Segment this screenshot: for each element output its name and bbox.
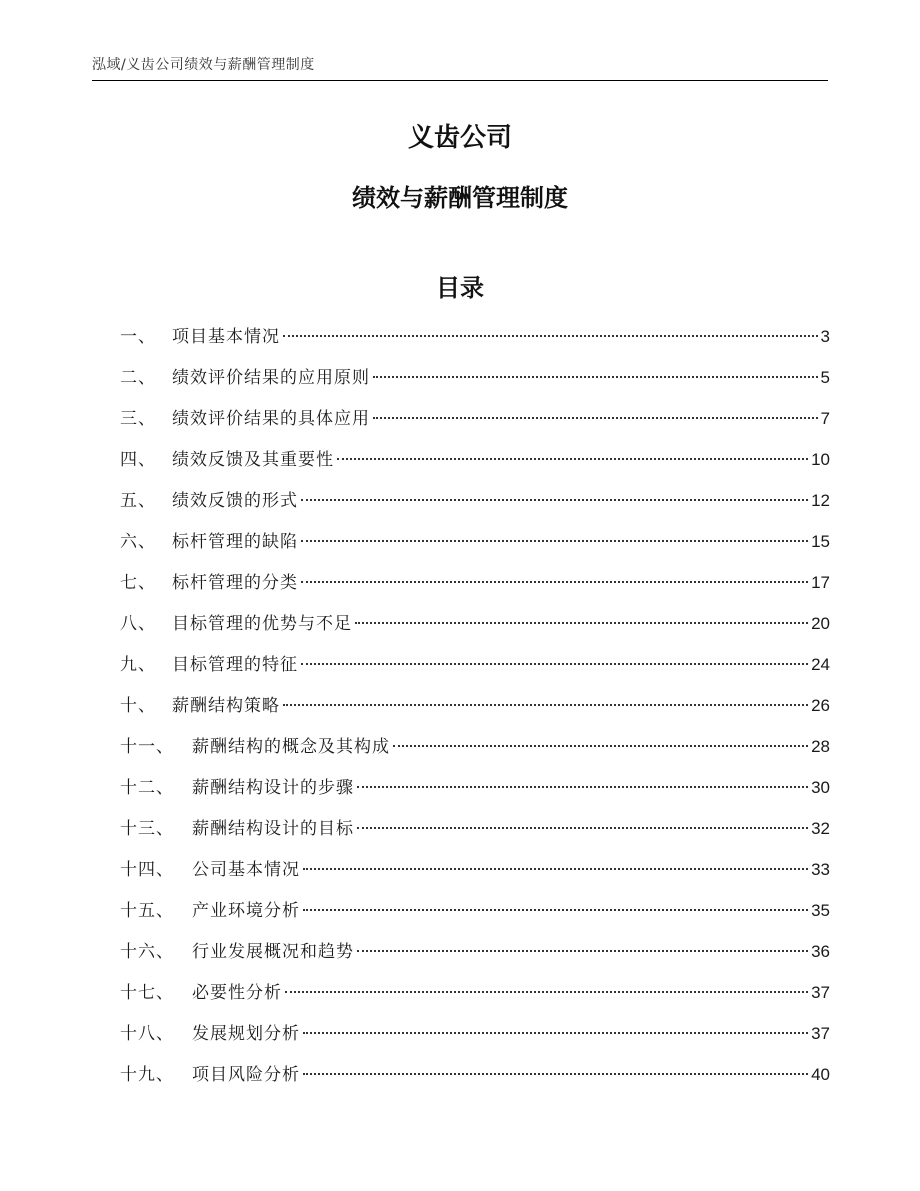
toc-entry[interactable] (120, 525, 830, 566)
toc-entry-label: 绩效评价结果的应用原则 (172, 368, 370, 388)
toc-entry-page: 36 (811, 942, 830, 961)
toc-entry-label: 项目基本情况 (172, 327, 280, 347)
toc-entry[interactable] (120, 935, 830, 976)
toc-entry-page: 20 (811, 614, 830, 633)
toc-entry-number: 十一、 (120, 737, 174, 757)
toc-dot-leader (357, 827, 808, 829)
toc-entry-label: 绩效反馈及其重要性 (172, 450, 334, 470)
toc-entry[interactable] (120, 402, 830, 443)
toc-entry-number: 七、 (120, 573, 156, 593)
toc-dot-leader (337, 458, 808, 460)
page-header (92, 50, 828, 81)
toc-entry-label: 行业发展概况和趋势 (192, 942, 354, 962)
toc-entry-page: 28 (811, 737, 830, 756)
toc-entry-number: 十八、 (120, 1024, 174, 1044)
toc-entry-label: 产业环境分析 (192, 901, 300, 921)
toc-entry-page: 17 (811, 573, 830, 592)
toc-entry[interactable] (120, 361, 830, 402)
toc-dot-leader (283, 335, 818, 337)
toc-entry-number: 十六、 (120, 942, 174, 962)
toc-entry-label: 绩效反馈的形式 (172, 491, 298, 511)
toc-dot-leader (373, 376, 818, 378)
toc-entry-page: 30 (811, 778, 830, 797)
toc-dot-leader (355, 622, 808, 624)
toc-entry-number: 六、 (120, 532, 156, 552)
toc-entry-number: 十三、 (120, 819, 174, 839)
toc-entry[interactable] (120, 1017, 830, 1058)
table-of-contents (120, 320, 830, 1099)
toc-entry[interactable] (120, 443, 830, 484)
toc-entry-number: 十四、 (120, 860, 174, 880)
toc-entry-page: 15 (811, 532, 830, 551)
toc-entry[interactable] (120, 607, 830, 648)
toc-entry-page: 32 (811, 819, 830, 838)
toc-entry-number: 十九、 (120, 1065, 174, 1085)
toc-entry-label: 标杆管理的缺陷 (172, 532, 298, 552)
toc-entry-number: 九、 (120, 655, 156, 675)
toc-entry-label: 绩效评价结果的具体应用 (172, 409, 370, 429)
toc-dot-leader (303, 868, 808, 870)
toc-entry-label: 目标管理的特征 (172, 655, 298, 675)
toc-heading: 目录 (436, 274, 484, 302)
toc-entry-label: 薪酬结构策略 (172, 696, 280, 716)
toc-entry[interactable] (120, 648, 830, 689)
toc-entry[interactable] (120, 566, 830, 607)
toc-entry-number: 四、 (120, 450, 156, 470)
toc-entry-number: 十七、 (120, 983, 174, 1003)
toc-entry-label: 薪酬结构设计的步骤 (192, 778, 354, 798)
toc-dot-leader (301, 540, 808, 542)
toc-entry-label: 发展规划分析 (192, 1024, 300, 1044)
toc-entry-page: 37 (811, 1024, 830, 1043)
toc-entry[interactable] (120, 320, 830, 361)
toc-entry-label: 必要性分析 (192, 983, 282, 1003)
toc-entry-page: 5 (820, 368, 830, 387)
toc-dot-leader (301, 663, 808, 665)
toc-entry[interactable] (120, 771, 830, 812)
toc-entry-number: 二、 (120, 368, 156, 388)
header-text: 泓域/义齿公司绩效与薪酬管理制度 (92, 57, 315, 73)
toc-entry-number: 五、 (120, 491, 156, 511)
toc-dot-leader (285, 991, 808, 993)
toc-entry-page: 24 (811, 655, 830, 674)
toc-entry-label: 目标管理的优势与不足 (172, 614, 352, 634)
toc-entry[interactable] (120, 853, 830, 894)
toc-entry-number: 十、 (120, 696, 156, 716)
toc-entry-page: 12 (811, 491, 830, 510)
toc-entry-page: 33 (811, 860, 830, 879)
toc-dot-leader (357, 786, 808, 788)
toc-dot-leader (357, 950, 808, 952)
toc-entry-label: 标杆管理的分类 (172, 573, 298, 593)
toc-entry-number: 三、 (120, 409, 156, 429)
toc-dot-leader (301, 581, 808, 583)
toc-entry[interactable] (120, 812, 830, 853)
toc-entry[interactable] (120, 730, 830, 771)
toc-entry-page: 7 (820, 409, 830, 428)
toc-entry[interactable] (120, 976, 830, 1017)
company-title: 义齿公司 (407, 123, 512, 153)
toc-entry-page: 40 (811, 1065, 830, 1084)
toc-entry-label: 薪酬结构设计的目标 (192, 819, 354, 839)
toc-entry-number: 十二、 (120, 778, 174, 798)
toc-entry-number: 八、 (120, 614, 156, 634)
toc-dot-leader (393, 745, 808, 747)
toc-entry-number: 十五、 (120, 901, 174, 921)
toc-entry-page: 37 (811, 983, 830, 1002)
toc-dot-leader (373, 417, 818, 419)
toc-dot-leader (283, 704, 808, 706)
toc-entry-page: 10 (811, 450, 830, 469)
toc-entry-label: 公司基本情况 (192, 860, 300, 880)
toc-entry-label: 薪酬结构的概念及其构成 (192, 737, 390, 757)
toc-dot-leader (303, 1032, 808, 1034)
toc-entry[interactable] (120, 689, 830, 730)
toc-entry[interactable] (120, 484, 830, 525)
toc-dot-leader (301, 499, 808, 501)
toc-entry-page: 3 (820, 327, 830, 346)
document-title: 绩效与薪酬管理制度 (352, 184, 568, 212)
toc-entry[interactable] (120, 894, 830, 935)
toc-entry-label: 项目风险分析 (192, 1065, 300, 1085)
toc-entry-page: 26 (811, 696, 830, 715)
toc-entry[interactable] (120, 1058, 830, 1099)
toc-entry-number: 一、 (120, 327, 156, 347)
toc-entry-page: 35 (811, 901, 830, 920)
toc-dot-leader (303, 909, 808, 911)
toc-dot-leader (303, 1073, 808, 1075)
